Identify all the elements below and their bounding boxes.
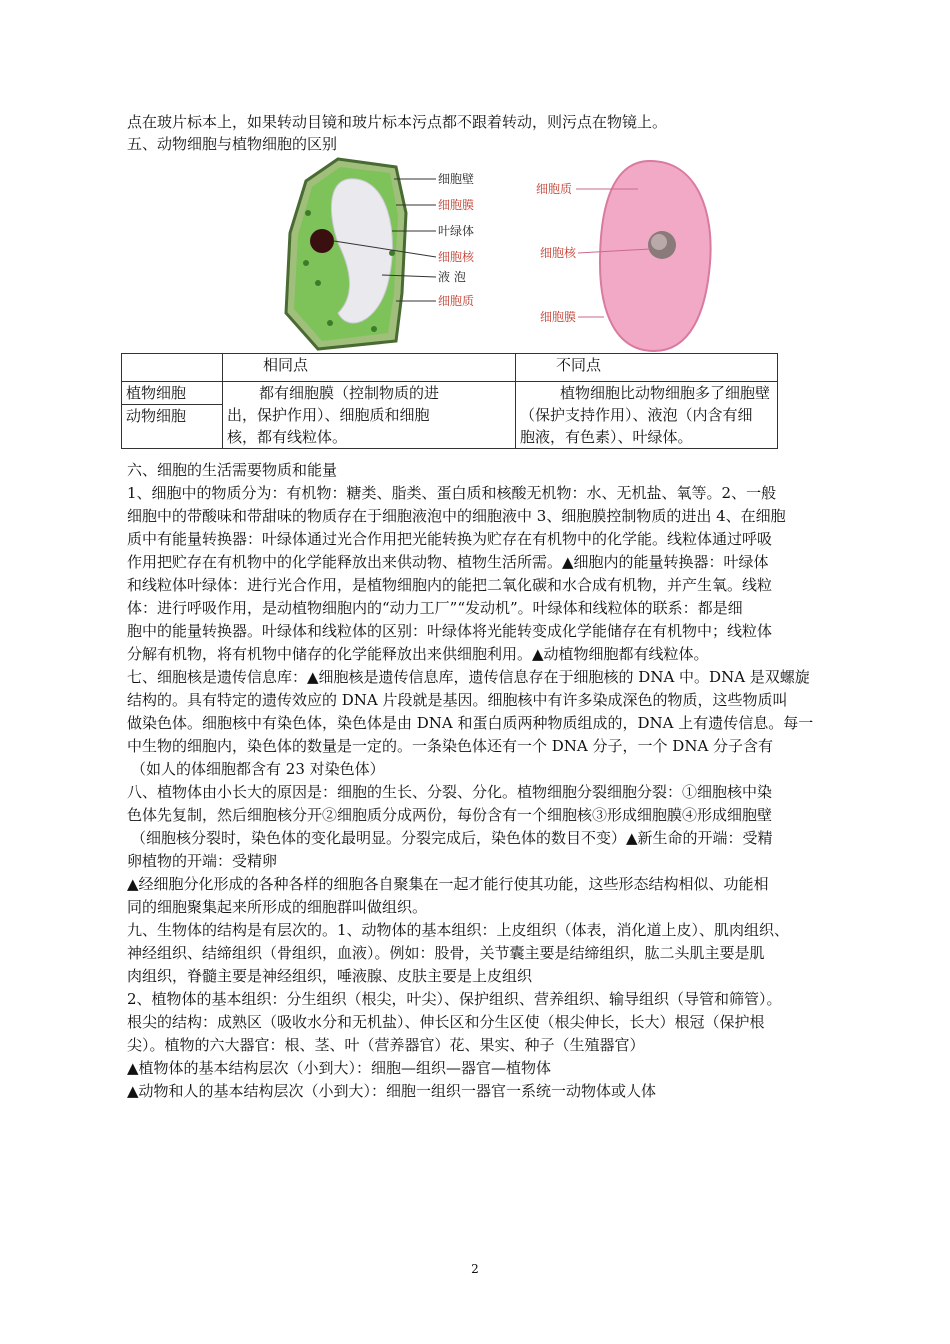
comparison-table bbox=[121, 353, 778, 449]
body-line: ▲经细胞分化形成的各种各样的细胞各自聚集在一起才能行使其功能，这些形态结构相似、功能相 bbox=[127, 875, 769, 893]
body-line: ▲动物和人的基本结构层次（小到大）：细胞一组织一器官一系统一动物体或人体 bbox=[127, 1082, 657, 1100]
body-line: 尖）。植物的六大器官：根、茎、叶（营养器官）花、果实、种子（生殖器官） bbox=[127, 1036, 645, 1054]
body-line: 2、植物体的基本组织：分生组织（根尖，叶尖）、保护组织、营养组织、输导组织（导管和筛管）。 bbox=[127, 990, 782, 1008]
body-line: 七、细胞核是遗传信息库：▲细胞核是遗传信息库，遗传信息存在于细胞核的 DNA 中。DNA 是双螺旋 bbox=[127, 668, 810, 686]
body-line: 八、植物体由小长大的原因是：细胞的生长、分裂、分化。植物细胞分裂细胞分裂：①细胞核中染 bbox=[127, 783, 773, 801]
label-chloroplast: 叶绿体 bbox=[438, 224, 475, 238]
cell-comparison-figure bbox=[278, 153, 720, 352]
line-top-1: 点在玻片标本上，如果转动目镜和玻片标本污点都不跟着转动，则污点在物镜上。 bbox=[127, 113, 668, 131]
diff-line-3: 胞液，有色素）、叶绿体。 bbox=[520, 428, 693, 446]
cell-diagram bbox=[278, 153, 720, 352]
body-line: 细胞中的带酸味和带甜味的物质存在于细胞液泡中的细胞液中 3、细胞膜控制物质的进出 4、在细胞 bbox=[127, 507, 786, 525]
body-line: ▲植物体的基本结构层次（小到大）：细胞—组织—器官—植物体 bbox=[127, 1059, 552, 1077]
label-cell-wall: 细胞壁 bbox=[438, 172, 475, 186]
label-animal-cytoplasm: 细胞质 bbox=[536, 182, 573, 196]
body-line: 和线粒体叶绿体：进行光合作用，是植物细胞内的能把二氧化碳和水合成有机物，并产生氧。线粒 bbox=[127, 576, 773, 594]
body-line: 根尖的结构：成熟区（吸收水分和无机盐）、伸长区和分生区使（根尖伸长，长大）根冠（保护根 bbox=[127, 1013, 765, 1031]
body-line: 1、细胞中的物质分为：有机物：糖类、脂类、蛋白质和核酸无机物：水、无机盐、氧等。2、一般 bbox=[127, 484, 777, 502]
label-cell-membrane: 细胞膜 bbox=[438, 198, 475, 212]
same-line-1: 都有细胞膜（控制物质的进 bbox=[259, 384, 440, 402]
body-line: 作用把贮存在有机物中的化学能释放出来供动物、植物生活所需。▲细胞内的能量转换器：叶绿体 bbox=[127, 553, 769, 571]
diff-line-2: （保护支持作用）、液泡（内含有细 bbox=[520, 406, 753, 424]
body-line: 中生物的细胞内，染色体的数量是一定的。一条染色体还有一个 DNA 分子，一个 DNA 分子含有 bbox=[127, 737, 774, 755]
table-header-row bbox=[122, 354, 778, 382]
body-line: 九、生物体的结构是有层次的。1、动物体的基本组织：上皮组织（体表，消化道上皮）、肌肉组织、 bbox=[127, 921, 790, 939]
label-nucleus: 细胞核 bbox=[438, 250, 475, 264]
body-line: 体：进行呼吸作用，是动植物细胞内的“动力工厂”“发动机”。叶绿体和线粒体的联系：都是细 bbox=[127, 599, 743, 617]
diff-line-1: 植物细胞比动物细胞多了细胞壁 bbox=[560, 384, 771, 402]
row-plant-cell: 植物细胞 bbox=[122, 382, 222, 405]
body-line: 同的细胞聚集起来所形成的细胞群叫做组织。 bbox=[127, 898, 428, 916]
label-animal-nucleus: 细胞核 bbox=[540, 246, 577, 260]
body-line: 做染色体。细胞核中有染色体，染色体是由 DNA 和蛋白质两种物质组成的，DNA 上有遗传信息。每一 bbox=[127, 714, 814, 732]
body-line: 六、细胞的生活需要物质和能量 bbox=[127, 461, 338, 479]
table-row bbox=[122, 382, 778, 449]
label-vacuole: 液 泡 bbox=[438, 270, 466, 284]
body-line: 胞中的能量转换器。叶绿体和线粒体的区别：叶绿体将光能转变成化学能储存在有机物中；线粒体 bbox=[127, 622, 773, 640]
page-number: 2 bbox=[471, 1262, 479, 1276]
body-line: 肉组织，脊髓主要是神经组织，唾液腺、皮肤主要是上皮组织 bbox=[127, 967, 533, 985]
body-line: 结构的。具有特定的遗传效应的 DNA 片段就是基因。细胞核中有许多染成深色的物质，这些物质叫 bbox=[127, 691, 788, 709]
body-line: 神经组织、结缔组织（骨组织，血液）。例如：股骨，关节囊主要是结缔组织，肱二头肌主要是肌 bbox=[127, 944, 765, 962]
header-same: 相同点 bbox=[223, 354, 516, 382]
body-line: 卵植物的开端：受精卵 bbox=[127, 852, 278, 870]
body-line: 分解有机物，将有机物中储存的化学能释放出来供细胞利用。▲动植物细胞都有线粒体。 bbox=[127, 645, 709, 663]
body-line: （如人的体细胞都含有 23 对染色体） bbox=[131, 760, 385, 778]
section-five-heading: 五、动物细胞与植物细胞的区别 bbox=[127, 135, 338, 153]
same-line-2: 出，保护作用）、细胞质和细胞 bbox=[227, 406, 430, 424]
header-diff: 不同点 bbox=[516, 354, 778, 382]
body-line: （细胞核分裂时，染色体的变化最明显。分裂完成后，染色体的数目不变）▲新生命的开端：受精 bbox=[131, 829, 773, 847]
label-cytoplasm: 细胞质 bbox=[438, 294, 475, 308]
row-animal-cell: 动物细胞 bbox=[126, 407, 187, 425]
same-line-3: 核，都有线粒体。 bbox=[227, 428, 348, 446]
label-animal-membrane: 细胞膜 bbox=[540, 310, 577, 324]
body-line: 色体先复制，然后细胞核分开②细胞质分成两份，每份含有一个细胞核③形成细胞膜④形成细胞壁 bbox=[127, 806, 773, 824]
body-line: 质中有能量转换器：叶绿体通过光合作用把光能转换为贮存在有机物中的化学能。线粒体通过呼吸 bbox=[127, 530, 773, 548]
plant-cell-illustration bbox=[286, 159, 406, 349]
